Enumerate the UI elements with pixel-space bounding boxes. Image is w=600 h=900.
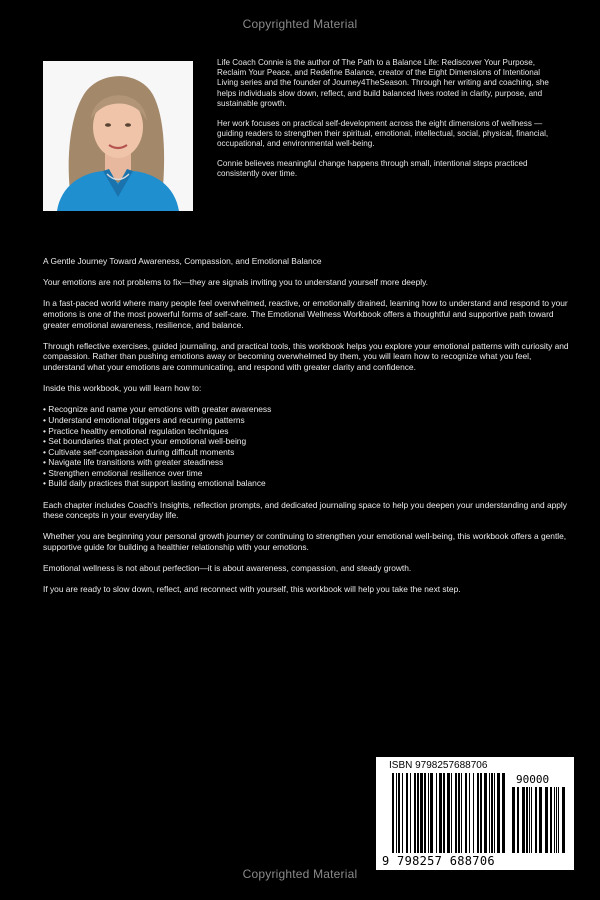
blurb-list-intro: Inside this workbook, you will learn how to: <box>43 383 202 394</box>
barcode-bar <box>535 787 537 853</box>
list-item: • Cultivate self-compassion during difficult moments <box>43 447 575 458</box>
barcode-bar <box>465 773 467 853</box>
barcode-bar <box>424 773 426 853</box>
bio-paragraph: Life Coach Connie is the author of The Path to a Balance Life: Rediscover Your Purpose, Reclaim Your Peace, and Redefine Balance, creator of the Eight Dimensions of Intentional Living series and the founder of Journey4TheSeason. Through her writing and coaching, she helps individuals slow down, reflect, and build balanced lives rooted in clarity, purpose, and sustainable growth. <box>217 58 549 108</box>
author-bio <box>217 58 557 189</box>
barcode-bar <box>556 787 557 853</box>
barcode-bar <box>562 787 565 853</box>
barcode-bar <box>512 787 515 853</box>
blurb-paragraph: Through reflective exercises, guided journaling, and practical tools, this workbook helps you explore your emotional patterns with curiosity and compassion. Rather than pushing emotions away or becoming overwhelmed by them, you will learn how to recognize what you feel, understand what your emotions are communicating, and respond with greater clarity and confidence. <box>43 340 569 372</box>
barcode-bar <box>458 773 460 853</box>
benefits-list <box>43 404 575 489</box>
barcode-bar <box>455 773 457 853</box>
barcode-bar <box>451 773 452 853</box>
barcode-bar <box>473 773 474 853</box>
copyright-watermark-top: Copyrighted Material <box>242 17 358 31</box>
barcode-bar <box>469 773 470 853</box>
barcode-bar <box>417 773 419 853</box>
blurb-paragraph: In a fast-paced world where many people feel overwhelmed, reactive, or emotionally drained, learning how to understand and respond to your emotions is one of the most powerful forms of self-care. The Emotional Wellness Workbook offers a thoughtful and supportive path toward greater emotional awareness, resilience, and balance. <box>43 298 568 330</box>
barcode-bar <box>414 773 416 853</box>
list-item: • Recognize and name your emotions with greater awareness <box>43 404 575 415</box>
barcode-bar <box>554 787 555 853</box>
list-item: • Set boundaries that protect your emotional well-being <box>43 436 575 447</box>
barcode-bar <box>522 787 525 853</box>
barcode-bar <box>420 773 423 853</box>
barcode-bar <box>497 773 500 853</box>
barcode-bar <box>550 787 552 853</box>
list-item: • Practice healthy emotional regulation techniques <box>43 426 575 437</box>
barcode-bar <box>461 773 462 853</box>
barcode-bar <box>531 787 532 853</box>
price-code: 90000 <box>516 773 550 786</box>
bio-paragraph: Her work focuses on practical self-development across the eight dimensions of wellness — guiding readers to strengthen their spiritual, emotional, intellectual, social, physical, financial, occupational, and environmental well-being. <box>217 118 549 148</box>
isbn-label: ISBN 9798257688706 <box>389 760 488 771</box>
isbn-barcode <box>376 757 574 870</box>
blurb-paragraph: Emotional wellness is not about perfection—it is about awareness, compassion, and steady growth. <box>43 563 412 574</box>
barcode-bar <box>406 773 408 853</box>
barcode-bar <box>545 787 548 853</box>
blurb-paragraph: Whether you are beginning your personal growth journey or continuing to strengthen your emotional well-being, this workbook offers a gentle, supportive guide for building a healthier relationship with your emotions. <box>43 531 567 553</box>
barcode-bar <box>491 773 493 853</box>
blurb-paragraph: Each chapter includes Coach's Insights, reflection prompts, and dedicated journaling space to help you deepen your understanding and apply these concepts in your everyday life. <box>43 499 567 521</box>
isbn-digits: 9 798257 688706 <box>382 854 495 868</box>
barcode-bar <box>443 773 445 853</box>
barcode-bar <box>430 773 433 853</box>
barcode-bar <box>494 773 495 853</box>
barcode-bar <box>402 773 403 853</box>
barcode-bar <box>517 787 519 853</box>
barcode-bar <box>539 787 542 853</box>
barcode-bar <box>396 773 397 853</box>
book-blurb <box>43 256 575 606</box>
list-item: • Build daily practices that support lasting emotional balance <box>43 478 575 489</box>
barcode-bar <box>480 773 482 853</box>
barcode-bar <box>436 773 437 853</box>
copyright-watermark-bottom: Copyrighted Material <box>242 867 358 881</box>
blurb-tagline: A Gentle Journey Toward Awareness, Compassion, and Emotional Balance <box>43 256 322 266</box>
list-item: • Navigate life transitions with greater steadiness <box>43 457 575 468</box>
barcode-bar <box>558 787 559 853</box>
barcode-bar <box>392 773 394 853</box>
author-photo <box>43 61 193 211</box>
list-item: • Understand emotional triggers and recurring patterns <box>43 415 575 426</box>
barcode-bar <box>447 773 450 853</box>
blurb-hook: Your emotions are not problems to fix—they are signals inviting you to understand yourself more deeply. <box>43 277 428 288</box>
barcode-bar <box>529 787 530 853</box>
barcode-bar <box>502 773 505 853</box>
blurb-paragraph: If you are ready to slow down, reflect, and reconnect with yourself, this workbook will help you take the next step. <box>43 584 461 595</box>
barcode-bar <box>439 773 442 853</box>
barcode-bar <box>398 773 400 853</box>
barcode-bar <box>489 773 490 853</box>
list-item: • Strengthen emotional resilience over time <box>43 468 575 479</box>
barcode-bar <box>484 773 487 853</box>
barcode-bar <box>410 773 411 853</box>
barcode-bar <box>477 773 479 853</box>
barcode-bar <box>428 773 429 853</box>
barcode-bar <box>526 787 528 853</box>
bio-paragraph: Connie believes meaningful change happens through small, intentional steps practiced consistently over time. <box>217 158 528 178</box>
